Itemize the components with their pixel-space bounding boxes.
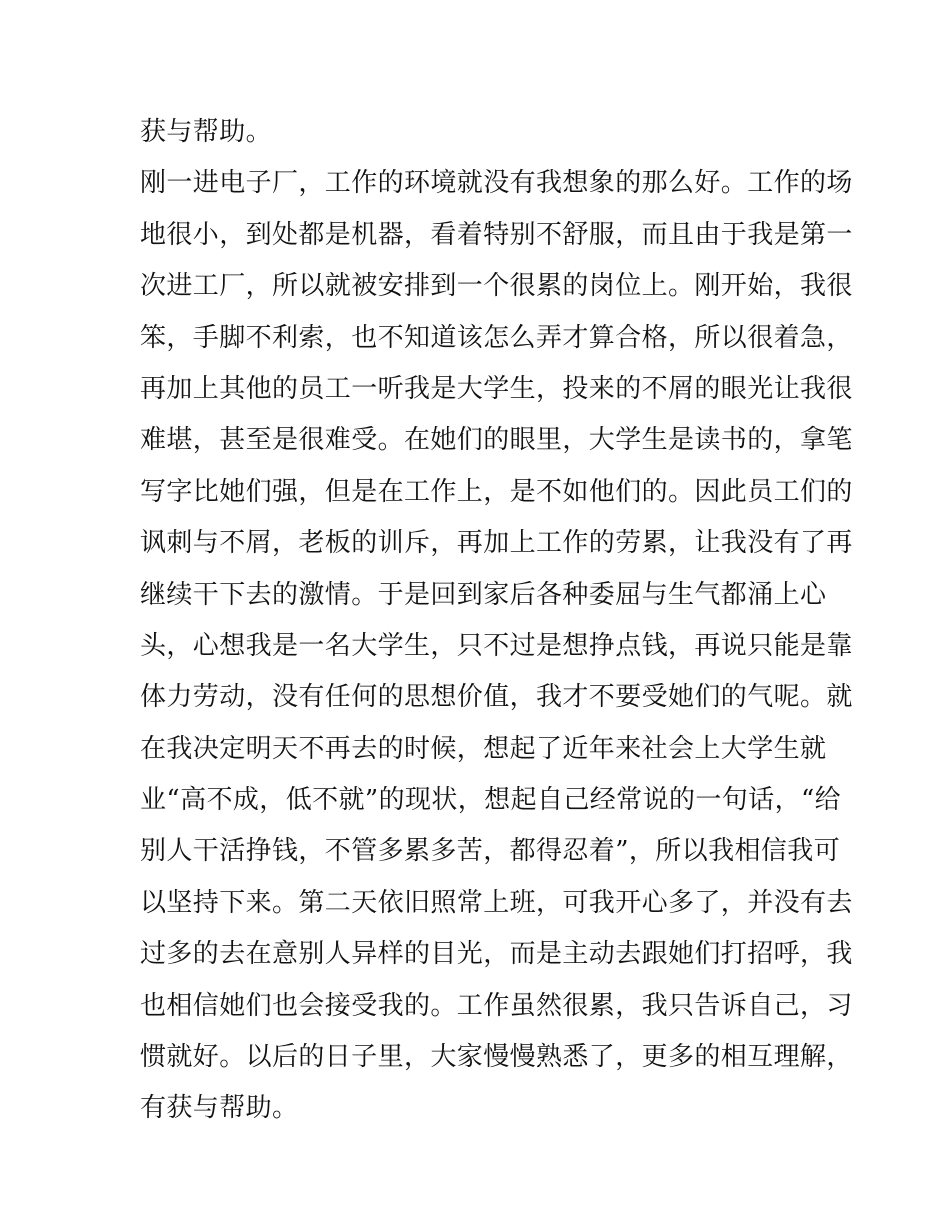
text-line: 别人干活挣钱，不管多累多苦，都得忍着”，所以我相信我可: [140, 836, 841, 867]
text-line: 写字比她们强，但是在工作上，是不如他们的。因此员工们的: [140, 476, 853, 507]
text-line: 获与帮助。: [140, 117, 273, 147]
text-line: 也相信她们也会接受我的。工作虽然很累，我只告诉自己，习: [140, 990, 853, 1021]
text-line: 惯就好。以后的日子里，大家慢慢熟悉了，更多的相互理解，: [140, 1042, 853, 1073]
text-line: 以坚持下来。第二天依旧照常上班，可我开心多了，并没有去: [140, 887, 853, 918]
text-line: 讽刺与不屑，老板的训斥，再加上工作的劳累，让我没有了再: [140, 528, 853, 559]
text-line: 继续干下去的激情。于是回到家后各种委屈与生气都涌上心: [140, 579, 827, 610]
text-line: 体力劳动，没有任何的思想价值，我才不要受她们的气呢。就: [140, 682, 853, 713]
text-line: 业“高不成，低不就”的现状，想起自己经常说的一句话，“给: [140, 785, 842, 816]
text-line: 再加上其他的员工一听我是大学生，投来的不屑的眼光让我很: [140, 373, 853, 404]
text-line: 有获与帮助。: [140, 1093, 299, 1124]
body-text: [140, 107, 853, 1135]
text-line: 在我决定明天不再去的时候，想起了近年来社会上大学生就: [140, 733, 827, 764]
text-line: 刚一进电子厂，工作的环境就没有我想象的那么好。工作的场: [140, 168, 853, 199]
text-line: 次进工厂，所以就被安排到一个很累的岗位上。刚开始，我很: [140, 271, 853, 302]
text-line: 笨，手脚不利索，也不知道该怎么弄才算合格，所以很着急，: [140, 322, 853, 353]
text-line: 头，心想我是一名大学生，只不过是想挣点钱，再说只能是靠: [140, 630, 853, 661]
text-line: 过多的去在意别人异样的目光，而是主动去跟她们打招呼，我: [140, 939, 853, 970]
text-line: 难堪，甚至是很难受。在她们的眼里，大学生是读书的，拿笔: [140, 425, 853, 456]
text-line: 地很小，到处都是机器，看着特别不舒服，而且由于我是第一: [140, 219, 853, 250]
